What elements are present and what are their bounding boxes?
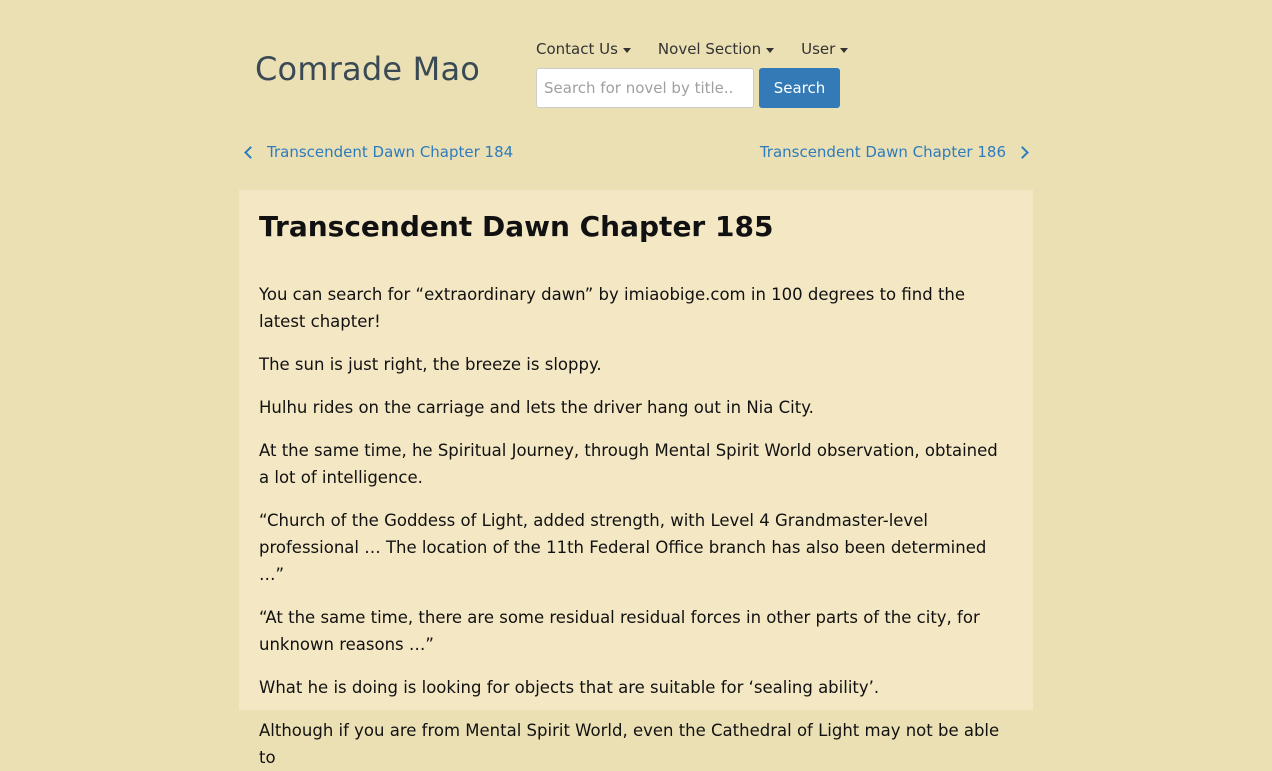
paragraph: “Church of the Goddess of Light, added strength, with Level 4 Grandmaster-level professional … The location of the 11th Federal Office branch has also been determined …” — [259, 511, 987, 584]
main-nav — [536, 40, 875, 58]
paragraph: The sun is just right, the breeze is sloppy. — [259, 355, 602, 374]
prev-chapter-label: Transcendent Dawn Chapter 184 — [267, 143, 514, 161]
nav-user[interactable] — [801, 40, 848, 58]
caret-down-icon — [623, 48, 631, 53]
nav-user-label: User — [801, 40, 836, 58]
paragraph: You can search for “extraordinary dawn” by imiaobige.com in 100 degrees to find the latest chapter! — [259, 285, 966, 331]
chevron-left-icon — [244, 146, 257, 159]
nav-contact-us-label: Contact Us — [536, 40, 618, 58]
nav-novel-section[interactable] — [658, 40, 774, 58]
paragraph: At the same time, he Spiritual Journey, through Mental Spirit World observation, obtained a lot of intelligence. — [259, 441, 998, 487]
nav-contact-us[interactable] — [536, 40, 631, 58]
prev-chapter-link[interactable] — [243, 143, 513, 161]
chapter-title: Transcendent Dawn Chapter 185 — [259, 210, 774, 243]
caret-down-icon — [840, 48, 848, 53]
next-chapter-link[interactable] — [760, 143, 1030, 161]
paragraph: Although if you are from Mental Spirit World, even the Cathedral of Light may not be able to — [259, 721, 1000, 767]
next-chapter-label: Transcendent Dawn Chapter 186 — [759, 143, 1006, 161]
search-button[interactable]: Search — [759, 68, 840, 108]
chapter-content — [239, 190, 1033, 767]
search-input[interactable] — [536, 68, 754, 108]
nav-novel-section-label: Novel Section — [657, 40, 762, 58]
chevron-right-icon — [1016, 146, 1029, 159]
site-logo[interactable]: Comrade Mao — [255, 50, 481, 88]
paragraph: Hulhu rides on the carriage and lets the driver hang out in Nia City. — [259, 398, 814, 417]
search-form — [536, 68, 840, 108]
caret-down-icon — [766, 48, 774, 53]
paragraph: What he is doing is looking for objects that are suitable for ‘sealing ability’. — [259, 678, 880, 697]
paragraph: “At the same time, there are some residual residual forces in other parts of the city, for unknown reasons …” — [259, 608, 980, 654]
